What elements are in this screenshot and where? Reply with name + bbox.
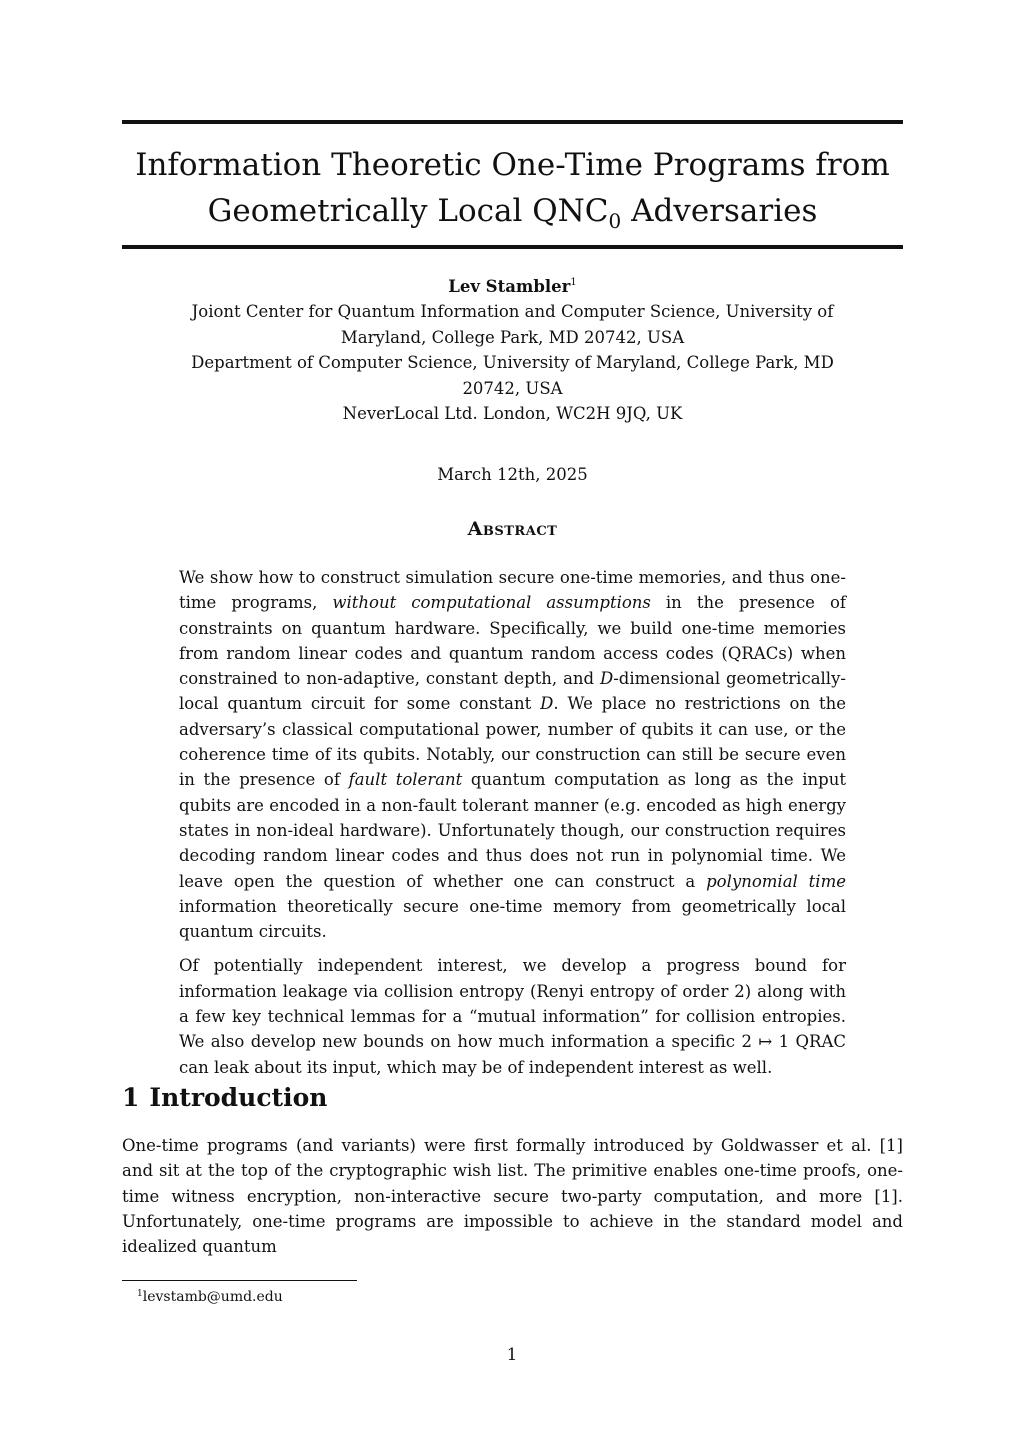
affiliation-2: Department of Computer Science, University of Maryland, College Park, MD 20742, USA <box>191 353 834 398</box>
footnote-rule <box>122 1280 357 1281</box>
paper-title <box>122 142 903 234</box>
introduction-paragraph: One-time programs (and variants) were first formally introduced by Goldwasser et al. [1] and sit at the top of the cryptographic wish list. The primitive enables one-time proofs, one-time witness encryption, non-interactive secure two-party computation, and more [1]. Unfortunately, one-time programs are impossible to achieve in the standard model and idealized quantum <box>122 1136 903 1257</box>
title-line-2-prefix: Geometrically Local QNC <box>207 193 609 229</box>
abstract-paragraph-2: Of potentially independent interest, we develop a progress bound for information leakage via collision entropy (Renyi entropy of order 2) along with a few key technical lemmas for a “mutual information” for collision entropies. We also develop new bounds on how much information a specific 2 ↦ 1 QRAC can leak about its input, which may be of independent interest as well. <box>179 956 846 1077</box>
title-bottom-rule <box>122 245 903 249</box>
math-D: D <box>599 669 614 689</box>
paper-date: March 12th, 2025 <box>437 465 588 484</box>
author-block <box>122 274 903 426</box>
author-footnote-mark: 1 <box>570 277 577 288</box>
emphasis-polynomial-time: polynomial time <box>706 871 846 891</box>
emphasis-without-assumptions: without computational assumptions <box>332 593 651 613</box>
title-line-1: Information Theoretic One-Time Programs from <box>135 147 890 183</box>
emphasis-fault-tolerant: fault tolerant <box>348 770 463 790</box>
title-top-rule <box>122 120 903 124</box>
abstract-paragraph-1: We show how to construct simulation secure one-time memories, and thus one-time programs, without computational assumptions in the presence of constraints on quantum hardware. Specifically, we build one-time memories from random linear codes and quantum random access codes (QRACs) when constrained to non-adaptive, constant depth, and D-dimensional geometrically-local quantum circuit for some constant D. We place no restrictions on the adversary’s classical computational power, number of qubits it can use, or the coherence time of its qubits. Notably, our construction can still be secure even in the presence of fault tolerant quantum computation as long as the input qubits are encoded in a non-fault tolerant manner (e.g. encoded as high energy states in non-ideal hardware). Unfortunately though, our construction requires decoding random linear codes and thus does not run in polynomial time. We leave open the question of whether one can construct a polynomial time information theoretically secure one-time memory from geometrically local quantum circuits. <box>179 568 847 942</box>
section-title: Introduction <box>149 1083 328 1112</box>
footnote-mark: 1 <box>137 1289 143 1299</box>
abstract-body <box>179 565 846 1080</box>
title-subscript: 0 <box>608 209 622 233</box>
affiliation-1: Joiont Center for Quantum Information and Computer Science, University of Maryland, College Park, MD 20742, USA <box>191 302 834 347</box>
title-line-2-suffix: Adversaries <box>621 193 818 229</box>
author-name <box>122 274 903 299</box>
abstract-heading: Abstract <box>467 518 558 540</box>
math-D: D <box>540 694 554 714</box>
affiliation-3: NeverLocal Ltd. London, WC2H 9JQ, UK <box>342 404 683 424</box>
footnote-email: levstamb@umd.edu <box>142 1289 283 1305</box>
author-name-text: Lev Stambler <box>448 277 571 296</box>
section-heading <box>122 1082 327 1114</box>
footnote <box>137 1287 283 1307</box>
section-number: 1 <box>122 1083 140 1112</box>
page-number: 1 <box>506 1345 518 1364</box>
